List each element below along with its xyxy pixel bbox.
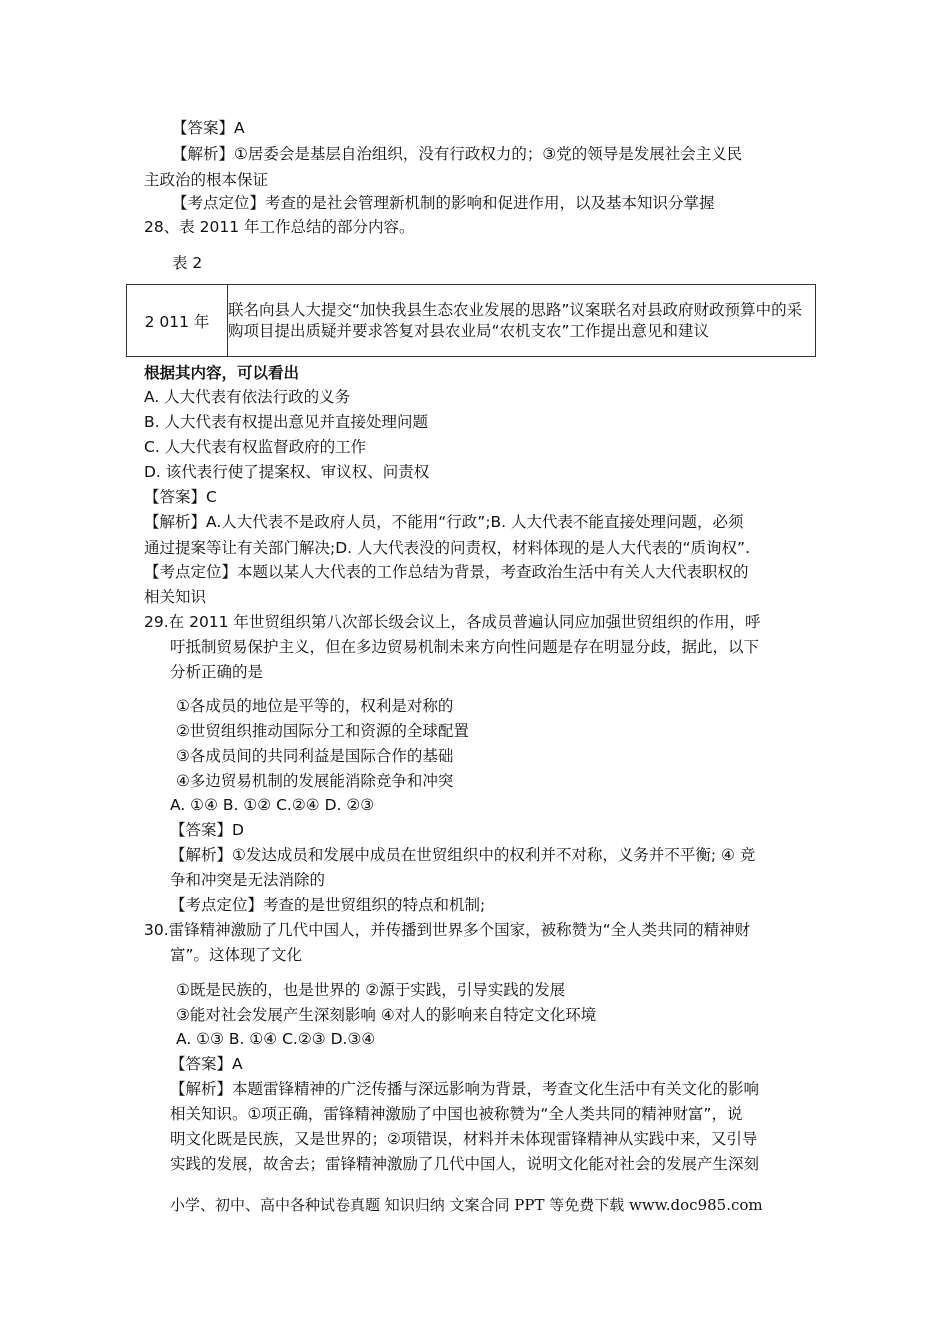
text-line: D. 该代表行使了提案权、审议权、问责权 [144,463,430,481]
table-2 [126,284,816,357]
text-line: 相关知识。①项正确，雷锋精神激励了中国也被称赞为“全人类共同的精神财富”，说 [170,1105,743,1123]
text-line: ②世贸组织推动国际分工和资源的全球配置 [176,722,469,740]
text-line: 争和冲突是无法消除的 [170,871,326,889]
text-line: 根据其内容，可以看出 [144,364,300,382]
text-line: ③能对社会发展产生深刻影响 ④对人的影响来自特定文化环境 [176,1006,597,1024]
table-row [127,285,816,357]
text-line: 实践的发展，故舍去；雷锋精神激励了几代中国人，说明文化能对社会的发展产生深刻 [170,1155,760,1173]
text-line: C. 人大代表有权监督政府的工作 [144,438,367,456]
text-line: 明文化既是民族，又是世界的；②项错误，材料并未体现雷锋精神从实践中来，又引导 [170,1130,758,1148]
page-footer: 小学、初中、高中各种试卷真题 知识归纳 文案合同 PPT 等免费下载 www.doc985.com [170,1196,763,1214]
text-line: A. ①④ B. ①② C.②④ D. ②③ [170,796,375,814]
text-line: A. ①③ B. ①④ C.②③ D.③④ [176,1030,376,1048]
text-line: 【答案】C [144,488,217,506]
text-line: B. 人大代表有权提出意见并直接处理问题 [144,413,428,431]
table-content-cell: 联名向县人大提交“加快我县生态农业发展的思路”议案联名对县政府财政预算中的采购项目提出质疑并要求答复对县农业局“农机支农”工作提出意见和建议 [228,285,816,357]
text-line: 【考点定位】考查的是世贸组织的特点和机制; [170,896,486,914]
text-line: 29.在 2011 年世贸组织第八次部长级会议上，各成员普遍认同应加强世贸组织的作用，呼 [144,613,761,631]
text-line: A. 人大代表有依法行政的义务 [144,388,351,406]
text-line: 【考点定位】本题以某人大代表的工作总结为背景，考查政治生活中有关人大代表职权的 [144,563,749,581]
text-line: 相关知识 [144,588,207,606]
text-line: 【考点定位】考查的是社会管理新机制的影响和促进作用，以及基本知识分掌握 [172,194,715,212]
text-line: 【答案】A [170,1055,243,1073]
text-line: 表 2 [172,254,203,272]
text-line: 【解析】本题雷锋精神的广泛传播与深远影响为背景，考查文化生活中有关文化的影响 [170,1080,760,1098]
text-line: 【答案】A [172,119,245,137]
text-line: 28、表 2011 年工作总结的部分内容。 [144,218,415,236]
text-line: 吁抵制贸易保护主义，但在多边贸易机制未来方向性问题是存在明显分歧，据此，以下 [170,638,760,656]
text-line: 【解析】①发达成员和发展中成员在世贸组织中的权利并不对称，义务并不平衡; ④ 竞 [170,846,756,864]
text-line: 【解析】①居委会是基层自治组织，没有行政权力的；③党的领导是发展社会主义民 [172,145,743,163]
text-line: 富”。这体现了文化 [170,946,303,964]
text-line: 【答案】D [170,821,244,839]
text-line: ①各成员的地位是平等的，权利是对称的 [176,697,454,715]
text-line: 【解析】A.人大代表不是政府人员，不能用“行政”;B. 人大代表不能直接处理问题，必须 [144,513,744,531]
text-line: 主政治的根本保证 [144,171,269,189]
text-line: 30.雷锋精神激励了几代中国人，并传播到世界多个国家，被称赞为“全人类共同的精神财 [144,921,751,939]
text-line: ④多边贸易机制的发展能消除竞争和冲突 [176,772,454,790]
text-line: ③各成员间的共同利益是国际合作的基础 [176,747,454,765]
text-line: ①既是民族的，也是世界的 ②源于实践，引导实践的发展 [176,981,566,999]
table-year-cell: 2 011 年 [127,285,228,357]
text-line: 通过提案等让有关部门解决;D. 人大代表没的问责权，材料体现的是人大代表的“质询权”. [144,539,751,557]
text-line: 分析正确的是 [170,663,264,681]
